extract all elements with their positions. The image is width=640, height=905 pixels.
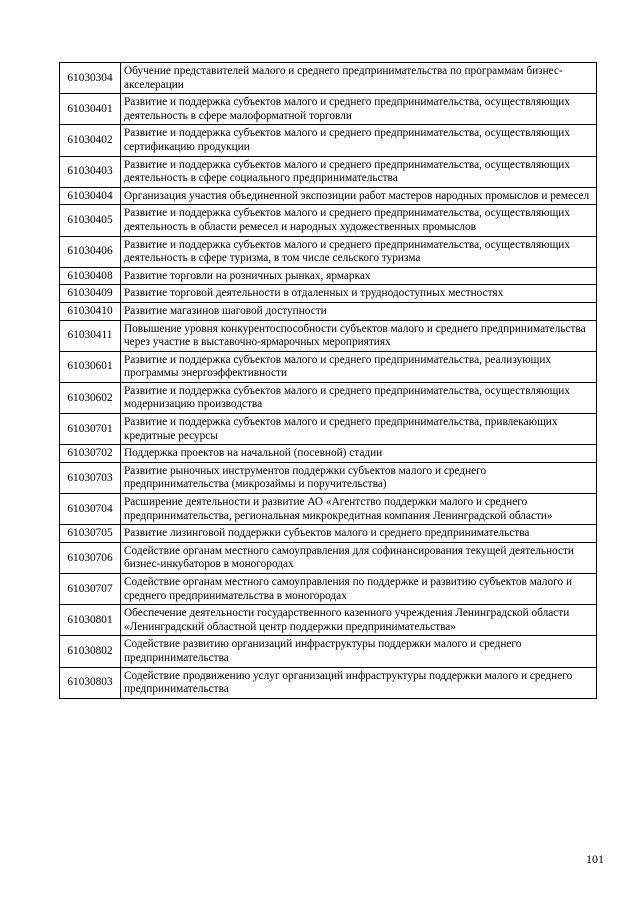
description-cell: Поддержка проектов на начальной (посевной) стадии bbox=[121, 445, 597, 463]
code-cell: 61030801 bbox=[60, 605, 121, 636]
table-row bbox=[60, 525, 597, 543]
table-row bbox=[60, 351, 597, 382]
description-cell: Развитие торговой деятельности в отдаленных и труднодоступных местностях bbox=[121, 285, 597, 303]
description-cell: Содействие органам местного самоуправления для софинансирования текущей деятельности бизнес-инкубаторов в моногородах bbox=[121, 542, 597, 573]
table-row bbox=[60, 605, 597, 636]
code-cell: 61030406 bbox=[60, 236, 121, 267]
table-row bbox=[60, 636, 597, 667]
budget-codes-table bbox=[59, 62, 597, 699]
description-cell: Расширение деятельности и развитие АО «Агентство поддержки малого и среднего предпринимательства, региональная микрокредитная компания Ленинградской области» bbox=[121, 494, 597, 525]
table-row bbox=[60, 320, 597, 351]
table-row bbox=[60, 94, 597, 125]
description-cell: Развитие и поддержка субъектов малого и среднего предпринимательства, привлекающих кредитные ресурсы bbox=[121, 414, 597, 445]
code-cell: 61030705 bbox=[60, 525, 121, 543]
code-cell: 61030411 bbox=[60, 320, 121, 351]
code-cell: 61030802 bbox=[60, 636, 121, 667]
code-cell: 61030401 bbox=[60, 94, 121, 125]
description-cell: Развитие торговли на розничных рынках, ярмарках bbox=[121, 267, 597, 285]
description-cell: Развитие магазинов шаговой доступности bbox=[121, 302, 597, 320]
code-cell: 61030803 bbox=[60, 667, 121, 698]
code-cell: 61030405 bbox=[60, 205, 121, 236]
table-body bbox=[60, 63, 597, 699]
code-cell: 61030702 bbox=[60, 445, 121, 463]
description-cell: Содействие органам местного самоуправления по поддержке и развитию субъектов малого и среднего предпринимательства в моногородах bbox=[121, 574, 597, 605]
table-row bbox=[60, 267, 597, 285]
table-row bbox=[60, 382, 597, 413]
description-cell: Развитие и поддержка субъектов малого и среднего предпринимательства, реализующих программы энергоэффективности bbox=[121, 351, 597, 382]
code-cell: 61030304 bbox=[60, 63, 121, 94]
description-cell: Развитие и поддержка субъектов малого и среднего предпринимательства, осуществляющих деятельность в области ремесел и народных художественных промыслов bbox=[121, 205, 597, 236]
description-cell: Обучение представителей малого и среднего предпринимательства по программам бизнес-акселерации bbox=[121, 63, 597, 94]
table-row bbox=[60, 667, 597, 698]
description-cell: Содействие продвижению услуг организаций инфраструктуры поддержки малого и среднего предпринимательства bbox=[121, 667, 597, 698]
table-row bbox=[60, 574, 597, 605]
description-cell: Развитие и поддержка субъектов малого и среднего предпринимательства, осуществляющих деятельность в сфере туризма, в том числе сельского туризма bbox=[121, 236, 597, 267]
description-cell: Развитие и поддержка субъектов малого и среднего предпринимательства, осуществляющих деятельность в сфере малоформатной торговли bbox=[121, 94, 597, 125]
table-row bbox=[60, 205, 597, 236]
table-row bbox=[60, 285, 597, 303]
code-cell: 61030409 bbox=[60, 285, 121, 303]
description-cell: Развитие и поддержка субъектов малого и среднего предпринимательства, осуществляющих сертификацию продукции bbox=[121, 125, 597, 156]
code-cell: 61030403 bbox=[60, 156, 121, 187]
code-cell: 61030707 bbox=[60, 574, 121, 605]
table-row bbox=[60, 462, 597, 493]
code-cell: 61030402 bbox=[60, 125, 121, 156]
code-cell: 61030602 bbox=[60, 382, 121, 413]
description-cell: Содействие развитию организаций инфраструктуры поддержки малого и среднего предпринимательства bbox=[121, 636, 597, 667]
description-cell: Развитие и поддержка субъектов малого и среднего предпринимательства, осуществляющих деятельность в сфере социального предпринимательства bbox=[121, 156, 597, 187]
code-cell: 61030703 bbox=[60, 462, 121, 493]
description-cell: Развитие лизинговой поддержки субъектов малого и среднего предпринимательства bbox=[121, 525, 597, 543]
code-cell: 61030408 bbox=[60, 267, 121, 285]
table-row bbox=[60, 236, 597, 267]
description-cell: Развитие рыночных инструментов поддержки субъектов малого и среднего предпринимательства (микрозаймы и поручительства) bbox=[121, 462, 597, 493]
description-cell: Развитие и поддержка субъектов малого и среднего предпринимательства, осуществляющих модернизацию производства bbox=[121, 382, 597, 413]
page-number: 101 bbox=[586, 852, 604, 866]
table-row bbox=[60, 414, 597, 445]
description-cell: Повышение уровня конкурентоспособности субъектов малого и среднего предпринимательства через участие в выставочно-ярмарочных мероприятиях bbox=[121, 320, 597, 351]
table-row bbox=[60, 542, 597, 573]
table-row bbox=[60, 494, 597, 525]
code-cell: 61030706 bbox=[60, 542, 121, 573]
table-row bbox=[60, 63, 597, 94]
code-cell: 61030404 bbox=[60, 187, 121, 205]
description-cell: Организация участия объединенной экспозиции работ мастеров народных промыслов и ремесел bbox=[121, 187, 597, 205]
code-cell: 61030704 bbox=[60, 494, 121, 525]
table-row bbox=[60, 187, 597, 205]
table-row bbox=[60, 302, 597, 320]
table-row bbox=[60, 445, 597, 463]
code-cell: 61030701 bbox=[60, 414, 121, 445]
table-row bbox=[60, 125, 597, 156]
description-cell: Обеспечение деятельности государственного казенного учреждения Ленинградской области «Ленинградский областной центр поддержки предпринимательства» bbox=[121, 605, 597, 636]
table-row bbox=[60, 156, 597, 187]
code-cell: 61030601 bbox=[60, 351, 121, 382]
code-cell: 61030410 bbox=[60, 302, 121, 320]
